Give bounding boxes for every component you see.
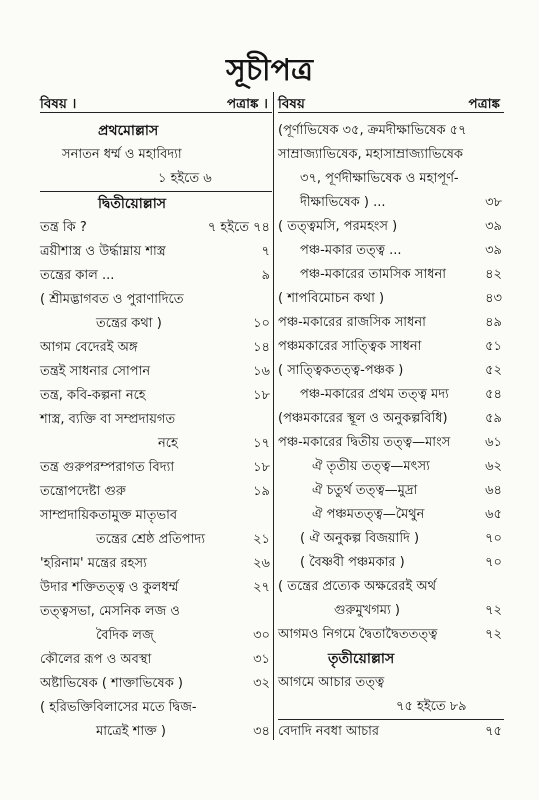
entry-text: মাত্রেই শাক্ত ) — [96, 724, 166, 739]
entry-page-number: ৩৪ — [253, 724, 270, 739]
section-title: তৃতীয়োল্লাস — [328, 651, 395, 667]
toc-entry — [278, 119, 504, 143]
entry-text: বৈদিক লজ্ — [96, 628, 154, 643]
entry-text: অষ্টাভিষেক ( শাক্তাভিষেক ) — [40, 676, 184, 691]
entry-text: বেদাদি নবধা আচার — [278, 724, 380, 739]
section-heading — [40, 119, 272, 143]
entry-page-number: ৯ — [261, 268, 270, 283]
entry-text: ( ঐ অনুকল্প বিজয়াদি ) — [300, 531, 420, 546]
entry-text: ঐ তৃতীয় তত্ত্ব—মৎস্য — [312, 459, 430, 474]
entry-page-number: ৫৯ — [485, 411, 502, 426]
toc-entry — [40, 264, 272, 288]
column-divider — [273, 92, 274, 740]
entry-text: ( হরিভক্তিবিলাসের মতে দ্বিজ- — [40, 700, 197, 715]
toc-entry — [278, 407, 504, 431]
entry-text: কৌলের রূপ ও অবস্থা — [40, 652, 152, 667]
entry-text: পঞ্চ-মকারের প্রথম তত্ত্ব মদ্য — [300, 387, 449, 402]
toc-entry — [278, 311, 504, 335]
entry-page-number: ১০ — [253, 316, 270, 331]
entry-text: তত্ত্বসভা, মেসনিক লজ ও — [40, 604, 180, 619]
entry-text: তন্ত্র, কবি-কল্পনা নহে — [40, 388, 146, 403]
right-column-header — [278, 90, 504, 113]
toc-entry — [278, 599, 504, 623]
entry-page-number: ৬২ — [485, 459, 502, 474]
entry-text: ( শাপবিমোচন কথা ) — [278, 291, 385, 306]
toc-entry — [40, 720, 272, 744]
toc-entry — [278, 263, 504, 287]
entry-text: গুরুমুখগম্য ) — [334, 603, 400, 618]
entry-text: ত্রয়ীশাস্ত্র ও উর্দ্ধাম্নায় শাস্ত্র — [40, 244, 166, 259]
toc-entry — [278, 335, 504, 359]
toc-entry — [40, 528, 272, 552]
entry-text: সনাতন ধর্ম্ম ও মহাবিদ্যা — [62, 147, 182, 162]
entry-text: ( শ্রীমদ্ভাগবত ও পুরাণাদিতে — [40, 292, 184, 307]
toc-entry — [278, 359, 504, 383]
entry-page-number: ৭০ — [485, 555, 502, 570]
entry-page-number: ১৭ — [253, 436, 270, 451]
entry-page-number: ২৬ — [253, 556, 270, 571]
entry-page-number: ৩৮ — [485, 195, 502, 210]
entry-page-number: ৬১ — [485, 435, 502, 450]
entry-text: ৭৫ হইতে ৮৯ — [396, 699, 467, 714]
entry-text: শাস্ত্র, ব্যক্তি বা সম্প্রদায়গত — [40, 412, 176, 427]
toc-entry — [278, 503, 504, 527]
entry-page-number: ৭ হইতে ৭৪ — [207, 220, 270, 235]
entry-page-number: ৪৯ — [485, 315, 502, 330]
entry-text: তন্ত্রের কথা ) — [96, 316, 162, 331]
subject-heading: বিষয় । — [40, 96, 77, 112]
entry-text: তন্ত্রই সাধনার সোপান — [40, 364, 151, 379]
toc-entry — [40, 408, 272, 432]
page-title: সূচীপত্র — [226, 53, 313, 88]
entry-text: ৩৭, পূর্ণদীক্ষাভিষেক ও মহাপূর্ণ- — [300, 171, 459, 186]
entry-page-number: ১৬ — [253, 364, 270, 379]
toc-entry — [278, 239, 504, 263]
entry-page-number: ৭০ — [485, 531, 502, 546]
entry-text: আগম বেদেরই অঙ্গ — [40, 340, 138, 355]
entry-text: তন্ত্রের কাল ... — [40, 268, 115, 283]
section-heading — [40, 192, 272, 216]
entry-page-number: ৪২ — [485, 267, 502, 282]
entry-page-number: ৬৪ — [485, 483, 502, 498]
entry-text: নহে — [158, 436, 178, 451]
toc-entry — [40, 672, 272, 696]
left-column-header — [40, 90, 272, 113]
toc-entry — [278, 695, 504, 720]
toc-entry — [40, 696, 272, 720]
toc-entry — [278, 431, 504, 455]
entry-text: ( তন্ত্রের প্রত্যেক অক্ষরেরই অর্থ — [278, 579, 437, 594]
toc-entry — [278, 167, 504, 191]
toc-entry — [40, 240, 272, 264]
toc-entry — [40, 480, 272, 504]
entry-text: তন্ত্র গুরুপরম্পরাগত বিদ্যা — [40, 460, 175, 475]
toc-entry — [278, 623, 504, 647]
entry-text: পঞ্চ-মকারের তামসিক সাধনা — [300, 267, 447, 282]
entry-page-number: ৩৯ — [485, 243, 502, 258]
entry-text: তন্ত্র কি ? — [40, 220, 87, 235]
toc-entry — [40, 143, 272, 167]
entry-text: পঞ্চমকারের সাত্ত্বিক সাধনা — [278, 339, 422, 354]
entry-text: পঞ্চ-মকারের রাজসিক সাধনা — [278, 315, 426, 330]
entry-text: 'হরিনাম' মন্ত্রের রহস্য — [40, 556, 147, 571]
entry-page-number: ৫১ — [485, 339, 502, 354]
entry-text: ( তত্ত্বমসি, পরমহংস ) — [278, 219, 398, 234]
toc-entry — [278, 551, 504, 575]
toc-entry — [278, 215, 504, 239]
entry-text: ১ হইতে ৬ — [158, 171, 212, 186]
entry-text: ঐ পঞ্চমতত্ত্ব—মৈথুন — [312, 507, 425, 522]
entry-page-number: ৫২ — [485, 363, 502, 378]
entry-page-number: ৬৫ — [485, 507, 502, 522]
entry-page-number: ৩০ — [253, 628, 270, 643]
toc-entry — [40, 600, 272, 624]
entry-page-number: ২৭ — [253, 580, 270, 595]
toc-entry — [278, 287, 504, 311]
subject-heading: বিষয় — [278, 96, 305, 112]
toc-entry — [40, 336, 272, 360]
entry-text: পঞ্চ-মকার তত্ত্ব ... — [300, 243, 402, 258]
toc-entry — [40, 216, 272, 240]
entry-page-number: ৭৫ — [485, 724, 502, 739]
entry-text: তন্ত্রোপদেষ্টা গুরু — [40, 484, 126, 499]
entry-text: তন্ত্রের শ্রেষ্ঠ প্রতিপাদ্য — [96, 532, 205, 547]
toc-entry — [40, 432, 272, 456]
left-entries — [40, 119, 272, 744]
toc-entry — [278, 455, 504, 479]
toc-entry — [278, 720, 504, 744]
entry-page-number: ৭ — [261, 244, 270, 259]
toc-entry — [278, 479, 504, 503]
toc-entry — [278, 671, 504, 695]
page-heading: পত্রাঙ্ক । — [227, 96, 268, 112]
section-heading — [278, 647, 504, 671]
entry-text: আগমে আচার তত্ত্ব — [278, 675, 385, 690]
right-entries — [278, 119, 504, 744]
toc-entry — [278, 527, 504, 551]
entry-page-number: ১৮ — [253, 388, 270, 403]
section-title: প্রথমোল্লাস — [98, 123, 159, 139]
entry-page-number: ৭২ — [485, 603, 502, 618]
entry-page-number: ৩২ — [253, 676, 270, 691]
entry-text: (পঞ্চমকারের স্থূল ও অনুকল্পবিধি) — [278, 411, 448, 426]
toc-entry — [278, 383, 504, 407]
toc-entry — [40, 576, 272, 600]
toc-entry — [40, 167, 272, 192]
toc-entry — [40, 624, 272, 648]
toc-entry — [40, 552, 272, 576]
entry-page-number: ৪৩ — [485, 291, 502, 306]
entry-text: উদার শক্তিতত্ত্ব ও কুলধর্ম্ম — [40, 580, 179, 595]
entry-page-number: ১৪ — [253, 340, 270, 355]
entry-text: পঞ্চ-মকারের দ্বিতীয় তত্ত্ব—মাংস — [278, 435, 451, 450]
entry-text: সাম্প্রদায়িকতামুক্ত মাতৃভাব — [40, 508, 178, 523]
entry-text: ঐ চতুর্থ তত্ত্ব—মুদ্রা — [312, 483, 418, 498]
toc-entry — [40, 384, 272, 408]
entry-text: (পূর্ণাভিষেক ৩৫, ক্রমদীক্ষাভিষেক ৫৭ — [278, 123, 467, 138]
toc-entry — [40, 360, 272, 384]
entry-page-number: ১৯ — [253, 484, 270, 499]
entry-text: ( বৈষ্ণবী পঞ্চমকার ) — [300, 555, 405, 570]
entry-page-number: ৩৯ — [485, 219, 502, 234]
entry-page-number: ১৮ — [253, 460, 270, 475]
entry-text: আগমও নিগমে দ্বৈতাদ্বৈততত্ত্ব — [278, 627, 438, 642]
toc-entry — [278, 191, 504, 215]
toc-entry — [40, 312, 272, 336]
entry-page-number: ৩১ — [253, 652, 270, 667]
entry-page-number: ২১ — [253, 532, 270, 547]
toc-entry — [40, 504, 272, 528]
toc-entry — [278, 143, 504, 167]
entry-page-number: ৫৪ — [485, 387, 502, 402]
page-heading: পত্রাঙ্ক — [468, 96, 500, 112]
toc-entry — [40, 648, 272, 672]
toc-left-column — [40, 90, 272, 744]
toc-entry — [278, 575, 504, 599]
entry-text: ( সাত্ত্বিকতত্ত্ব-পঞ্চক ) — [278, 363, 404, 378]
toc-entry — [40, 288, 272, 312]
entry-text: সাম্রাজ্যাভিষেক, মহাসাম্রাজ্যাভিষেক — [278, 147, 463, 162]
entry-page-number: ৭২ — [485, 627, 502, 642]
entry-text: দীক্ষাভিষেক ) ... — [300, 195, 386, 210]
section-title: দ্বিতীয়োল্লাস — [98, 196, 167, 212]
toc-right-column — [278, 90, 504, 744]
toc-entry — [40, 456, 272, 480]
